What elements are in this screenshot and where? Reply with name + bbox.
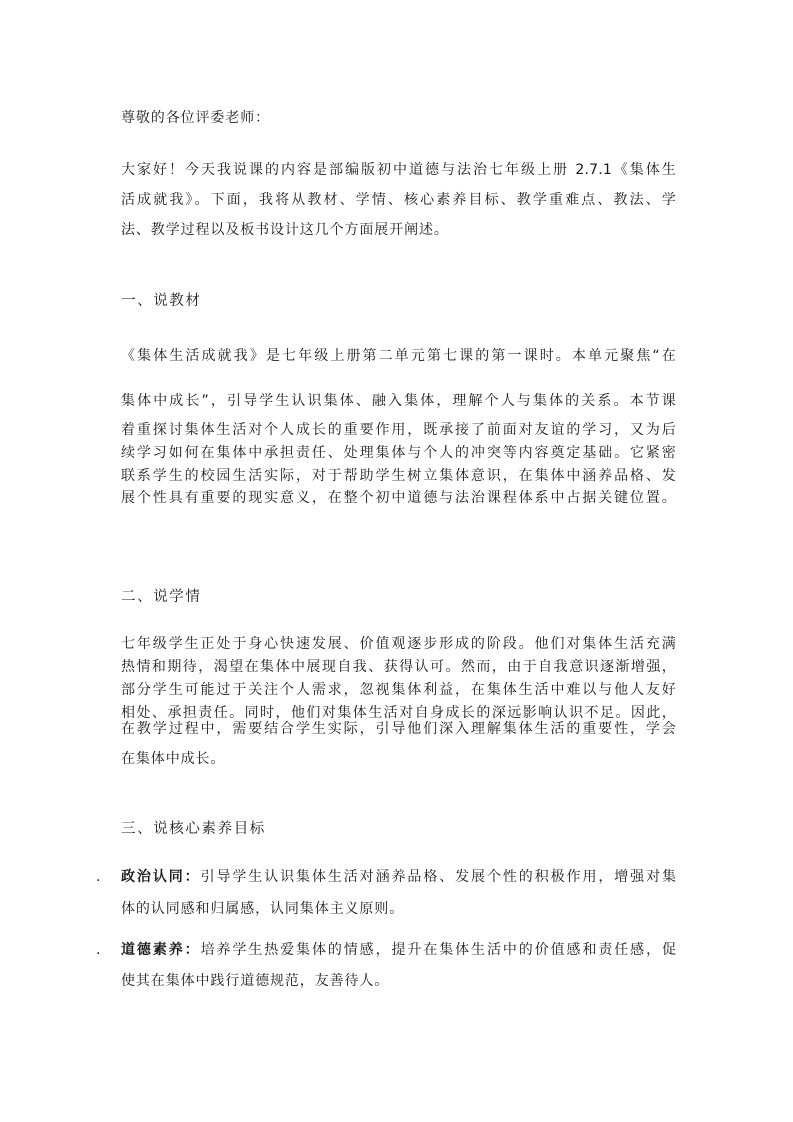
section2-line-5: 在教学过程中，需要结合学生实际，引导他们深入理解集体生活的重要性，学会 <box>121 721 676 737</box>
section1-line-5: 联系学生的校园生活实际，对于帮助学生树立集体意识，在集体中涵养品格、发 <box>121 468 676 484</box>
intro-line-2: 活成就我》。下面，我将从教材、学情、核心素养目标、教学重难点、教法、学 <box>121 192 676 208</box>
bullet-dot: . <box>96 942 101 958</box>
section1-line-1: 《集体生活成就我》是七年级上册第二单元第七课的第一课时。本单元聚焦“在 <box>121 348 676 364</box>
section2-heading: 二、说学情 <box>121 589 202 605</box>
section1-line-2: 集体中成长”，引导学生认识集体、融入集体，理解个人与集体的关系。本节课 <box>121 393 676 409</box>
objective-text: 引导学生认识集体生活对涵养品格、发展个性的积极作用，增强对集 <box>200 869 676 885</box>
section2-line-1: 七年级学生正处于身心快速发展、价值观逐步形成的阶段。他们对集体生活充满 <box>121 636 676 652</box>
intro-line-3: 法、教学过程以及板书设计这几个方面展开阐述。 <box>121 222 449 238</box>
section2-line-4: 相处、承担责任。同时，他们对集体生活对自身成长的深远影响认识不足。因此， <box>121 705 676 721</box>
section2-line-6: 在集体中成长。 <box>121 751 226 767</box>
objective-term: 道德素养： <box>121 942 201 958</box>
objective-term: 政治认同： <box>121 869 201 885</box>
section1-heading: 一、说教材 <box>121 293 202 309</box>
section2-line-3: 部分学生可能过于关注个人需求，忽视集体利益，在集体生活中难以与他人友好 <box>121 682 676 698</box>
objective-item-moral <box>121 940 676 960</box>
intro-line-1: 大家好！今天我说课的内容是部编版初中道德与法治七年级上册 2.7.1《集体生 <box>121 162 676 178</box>
objective-item-political <box>121 867 676 887</box>
section1-line-6: 展个性具有重要的现实意义，在整个初中道德与法治课程体系中占据关键位置。 <box>121 490 676 506</box>
objective-text-continued: 体的认同感和归属感，认同集体主义原则。 <box>121 901 405 917</box>
section3-heading: 三、说核心素养目标 <box>121 821 266 837</box>
greeting: 尊敬的各位评委老师： <box>121 110 270 126</box>
bullet-dot: . <box>96 869 101 885</box>
section1-line-3: 着重探讨集体生活对个人成长的重要作用，既承接了前面对友谊的学习，又为后 <box>121 422 676 438</box>
section1-line-4: 续学习如何在集体中承担责任、处理集体与个人的冲突等内容奠定基础。它紧密 <box>121 445 676 461</box>
objective-text: 培养学生热爱集体的情感，提升在集体生活中的价值感和责任感，促 <box>200 942 676 958</box>
section2-line-2: 热情和期待，渴望在集体中展现自我、获得认可。然而，由于自我意识逐渐增强， <box>121 659 676 675</box>
objective-text-continued: 使其在集体中践行道德规范，友善待人。 <box>121 973 390 989</box>
